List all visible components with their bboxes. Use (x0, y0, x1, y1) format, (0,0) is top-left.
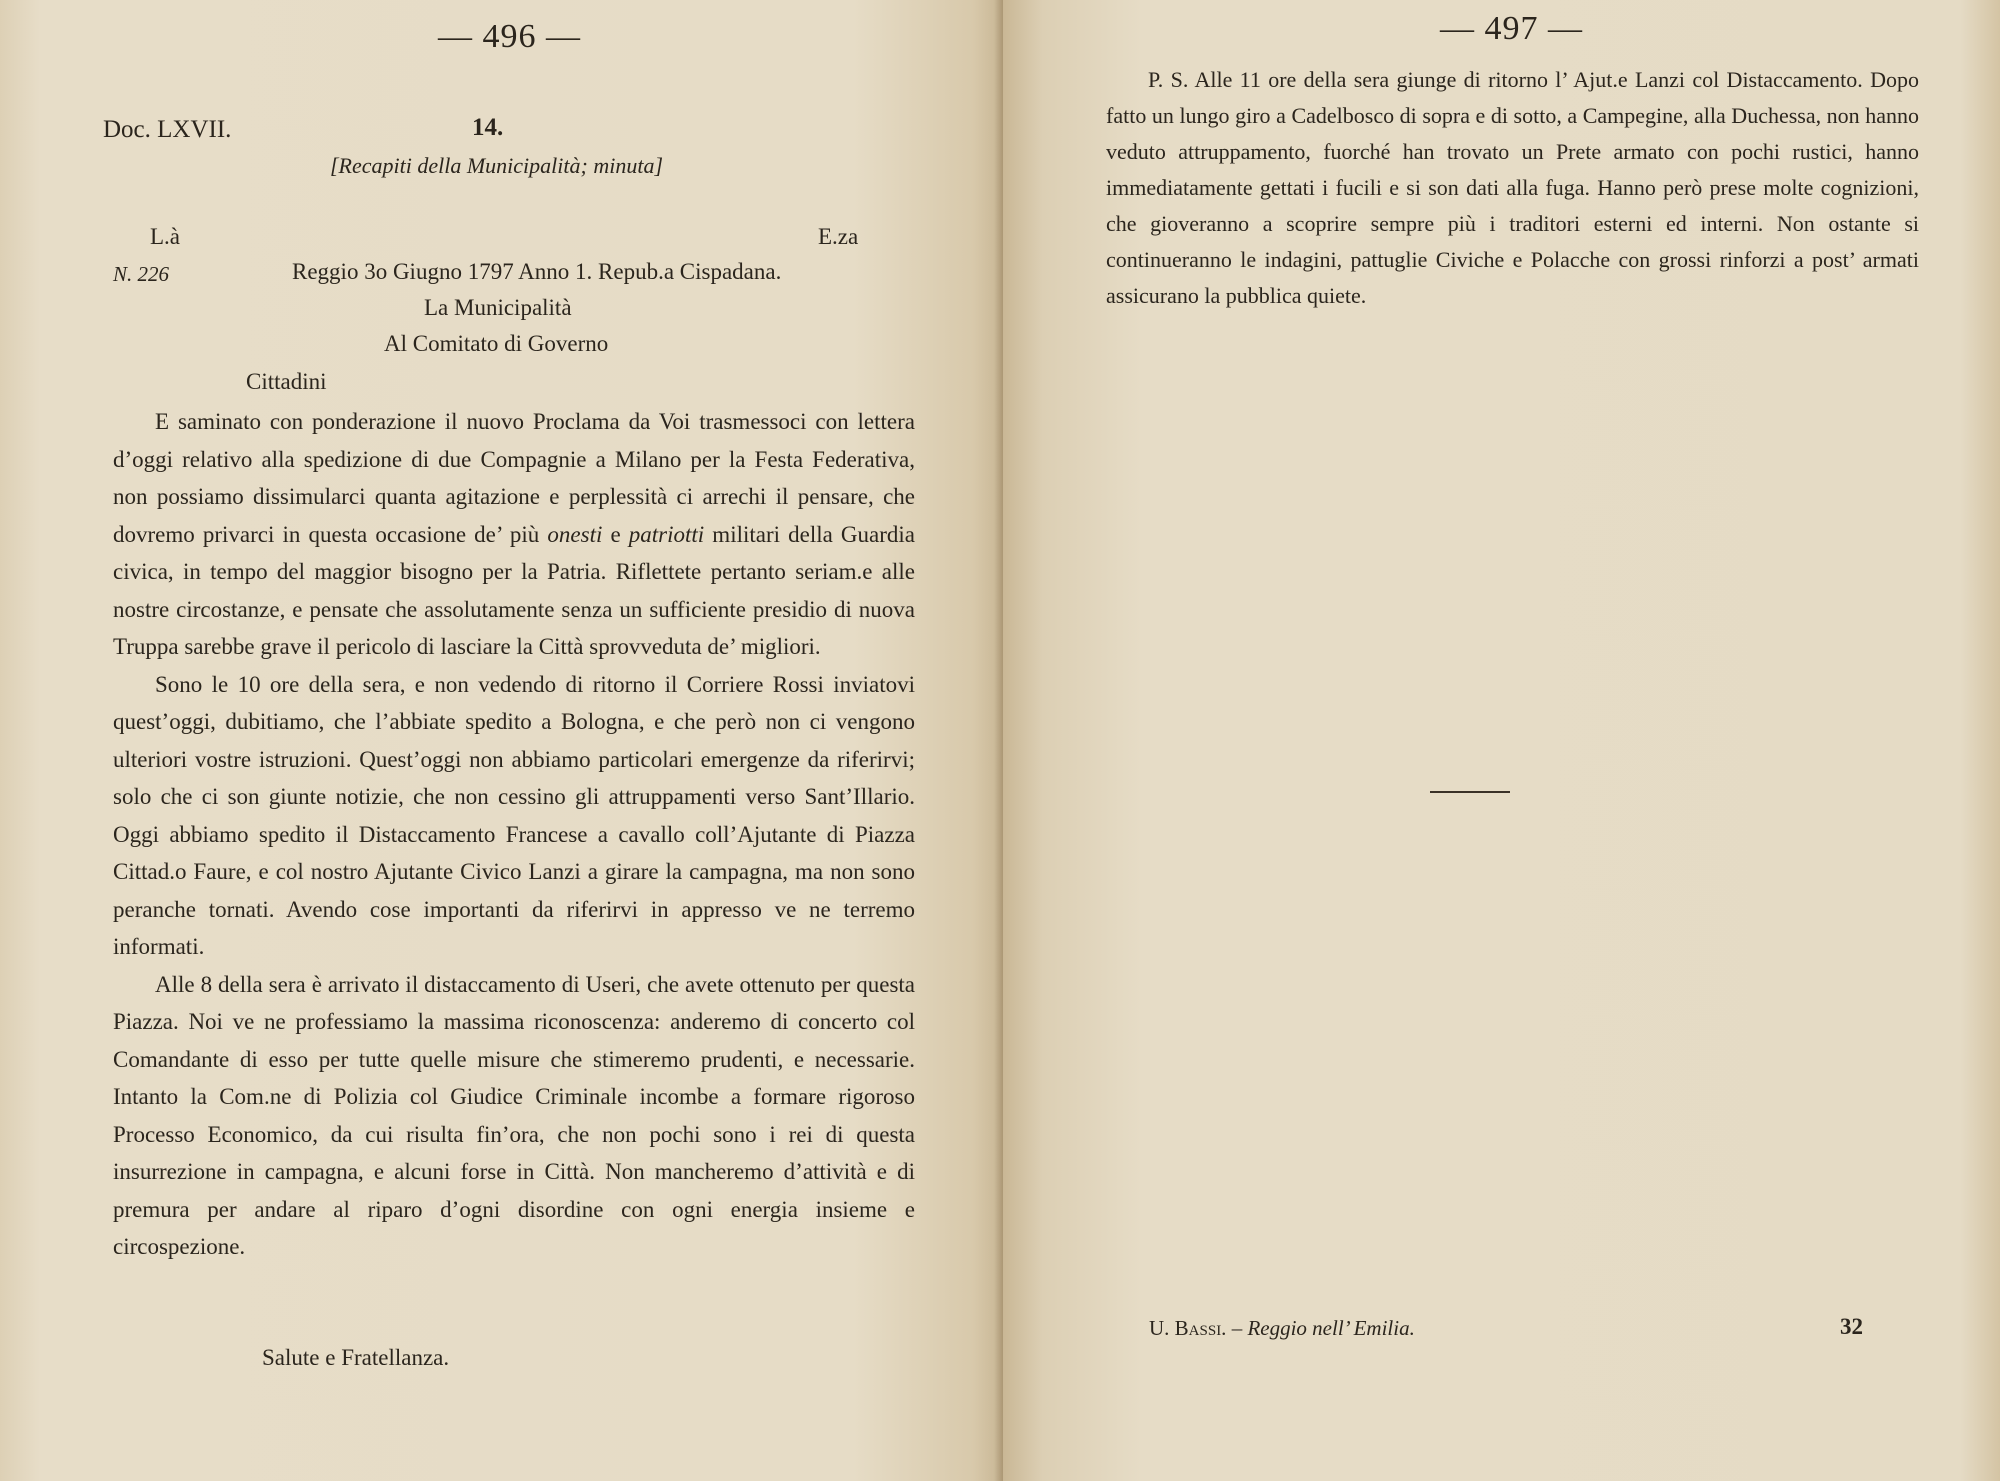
doc-subtitle: [Recapiti della Municipalità; minuta] (330, 153, 664, 178)
paragraph-3: Alle 8 della sera è arrivato il distaccamento di Useri, che avete ottenuto per questa Piazza. Noi ve ne professiamo la massima riconoscenza: anderemo di concerto col Comandante di esso per tutte quelle misure che stimeremo prudenti, e necessarie. Intanto la Com.ne di Polizia col Giudice Criminale incombe a formare rigoroso Processo Economico, da cui risulta fin’ora, che non pochi sono i rei di questa insurrezione in campagna, e alcuni forse in Città. Non mancheremo d’attività e di premura per andare al riparo d’ogni disordine con ogni energia insieme e circospezione. (113, 971, 915, 1259)
section-rule (1430, 791, 1510, 793)
paragraph-1-part-b: e (602, 521, 629, 547)
sender: La Municipalità (424, 295, 572, 320)
postscript (1106, 62, 1919, 314)
footer-dash: – (1231, 1316, 1243, 1340)
doc-label: Doc. LXVII. (103, 116, 232, 143)
signature-number: 32 (1840, 1314, 1863, 1339)
right-page (1003, 0, 2000, 1481)
registration-number: N. 226 (113, 262, 170, 286)
doc-number: 14. (472, 114, 504, 141)
paragraph-2: Sono le 10 ore della sera, e non vedendo di ritorno il Corriere Rossi inviatovi quest’oggi, dubitiamo, che l’abbiate spedito a Bologna, e che però non ci vengono ulteriori vostre istruzioni. Quest’oggi non abbiamo particolari emergenze da riferirvi; solo che ci son giunte notizie, che non cessino gli attruppamenti verso Sant’Illario. Oggi abbiamo spedito il Distaccamento Francese a cavallo coll’Ajutante di Piazza Cittad.o Faure, e col nostro Ajutante Civico Lanzi a girare la campagna, ma non sono peranche tornati. Avendo cose importanti da riferirvi in appresso ve ne terremo informati. (113, 671, 915, 959)
marker-right: E.za (818, 224, 859, 249)
footer-author: U. Bassi. (1149, 1316, 1227, 1340)
italic-onesti: onesti (547, 521, 603, 547)
paragraph-1-part-a: E saminato con ponderazione il nuovo Proclama da Voi trasmessoci con lettera d’oggi relativo alla spedizione di due Compagnie a Milano per la Festa Federativa, non possiamo dissimularci quanta agitazione e perplessità ci arrechi il pensare, che dovremo privarci in questa occasione de’ più (113, 409, 915, 547)
postscript-paragraph: P. S. Alle 11 ore della sera giunge di ritorno l’ Ajut.e Lanzi col Distaccamento. Dopo fatto un lungo giro a Cadelbosco di sopra e di sotto, a Campegine, alla Duchessa, non hanno veduto attruppamento, fuorché han trovato un Prete armato con pochi rustici, hanno immediatamente gettati i fucili e si son dati alla fuga. Hanno però prese molte cognizioni, che gioveranno a scoprire sempre più i traditori esterni ed interni. Non ostante si continueranno le indagini, pattuglie Civiche e Polacche con grossi rinforzi a post’ armati assicurano la pubblica quiete. (1106, 67, 1919, 308)
italic-patriotti: patriotti (628, 521, 705, 547)
page-number-left: — 496 — (438, 18, 581, 55)
salutation: Cittadini (246, 369, 327, 394)
paragraph-1-part-c: militari della Guardia civica, in tempo del maggior bisogno per la Patria. Riflettete pertanto seriam.e alle nostre circostanze, e pensate che assolutamente senza un sufficiente presidio di nuova Truppa sarebbe grave il pericolo di lasciare la Città sprovveduta de’ migliori. (113, 521, 916, 659)
closing: Salute e Fratellanza. (262, 1345, 450, 1370)
date-line: Reggio 3o Giugno 1797 Anno 1. Repub.a Cispadana. (292, 259, 782, 284)
page-number-right: — 497 — (1440, 10, 1583, 47)
footer-signature-line (1149, 1316, 1415, 1341)
paragraph-1 (113, 403, 915, 666)
footer-title: Reggio nell’ Emilia. (1247, 1316, 1415, 1340)
letter-body (113, 403, 915, 1266)
recipient: Al Comitato di Governo (384, 331, 609, 356)
marker-left: L.à (150, 224, 181, 249)
